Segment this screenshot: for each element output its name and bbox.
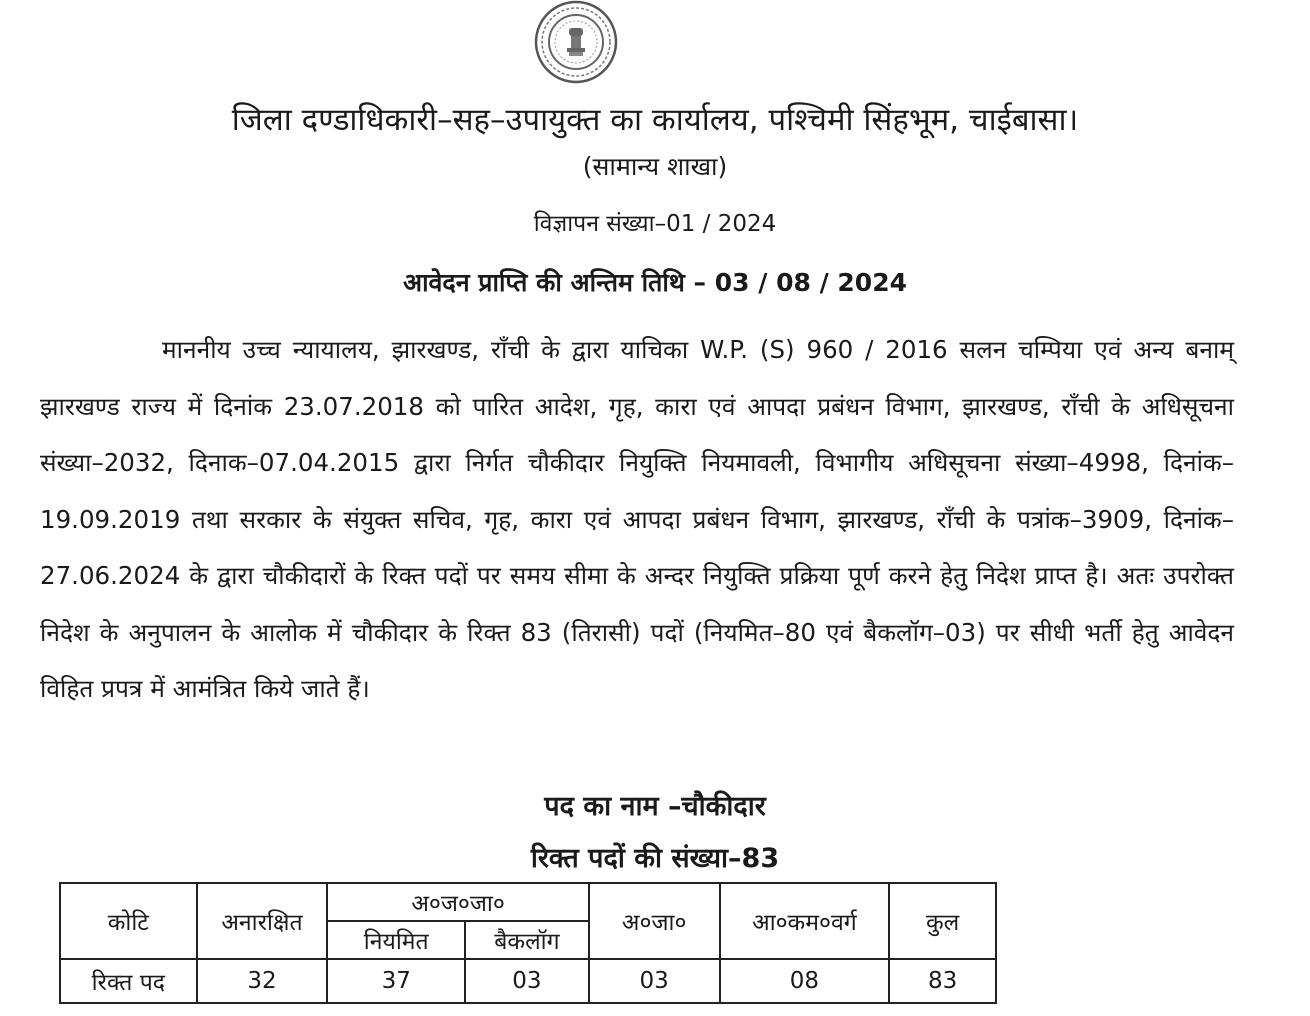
header-total: कुल xyxy=(889,883,996,959)
header-st-backlog: बैकलॉग xyxy=(465,921,589,959)
value-st-backlog: 03 xyxy=(465,959,589,1003)
vacancy-table xyxy=(59,882,997,1004)
header-st: अ०ज०जा० xyxy=(327,883,588,921)
application-deadline: आवेदन प्राप्ति की अन्तिम तिथि – 03 / 08 / 2024 xyxy=(402,268,907,297)
table-row xyxy=(60,959,996,1003)
branch-name: (सामान्य शाखा) xyxy=(582,152,728,181)
table-header-row xyxy=(60,883,996,921)
header-st-regular: नियमित xyxy=(327,921,465,959)
vacancy-count: रिक्त पदों की संख्या–83 xyxy=(530,843,780,874)
notice-paragraph xyxy=(40,322,1234,718)
header-sc: अ०जा० xyxy=(589,883,720,959)
header-obc: आ०कम०वर्ग xyxy=(720,883,890,959)
value-sc: 03 xyxy=(589,959,720,1003)
advertisement-number: विज्ञापन संख्या–01 / 2024 xyxy=(533,211,777,237)
value-unreserved: 32 xyxy=(197,959,328,1003)
value-total: 83 xyxy=(889,959,996,1003)
row-label: रिक्त पद xyxy=(60,959,197,1003)
value-obc: 08 xyxy=(720,959,890,1003)
value-st-regular: 37 xyxy=(327,959,465,1003)
post-name: पद का नाम –चौकीदार xyxy=(544,791,766,822)
government-seal-icon xyxy=(524,0,628,88)
office-title: जिला दण्डाधिकारी–सह–उपायुक्त का कार्यालय, पश्चिमी सिंहभूम, चाईबासा। xyxy=(231,102,1079,138)
notice-paragraph-text: माननीय उच्च न्यायालय, झारखण्ड, राँची के द्वारा याचिका W.P. (S) 960 / 2016 सलन चम्पिया एवं अन्य बनाम् झारखण्ड राज्य में दिनांक 23.07.2018 को पारित आदेश, गृह, कारा एवं आपदा प्रबंधन विभाग, झारखण्ड, राँची के अधिसूचना संख्या–2032, दिनाक–07.04.2015 द्वारा निर्गत चौकीदार नियुक्ति नियमावली, विभागीय अधिसूचना संख्या–4998, दिनांक–19.09.2019 तथा सरकार के संयुक्त सचिव, गृह, कारा एवं आपदा प्रबंधन विभाग, झारखण्ड, राँची के पत्रांक–3909, दिनांक–27.06.2024 के द्वारा चौकीदारों के रिक्त पदों पर समय सीमा के अन्दर नियुक्ति प्रक्रिया पूर्ण करने हेतु निदेश प्राप्त है। अतः उपरोक्त निदेश के अनुपालन के आलोक में चौकीदार के रिक्त 83 (तिरासी) पदों (नियमित–80 एवं बैकलॉग–03) पर सीधी भर्ती हेतु आवेदन विहित प्रपत्र में आमंत्रित किये जाते हैं। xyxy=(40,335,1234,703)
header-category: कोटि xyxy=(60,883,197,959)
header-unreserved: अनारक्षित xyxy=(197,883,328,959)
